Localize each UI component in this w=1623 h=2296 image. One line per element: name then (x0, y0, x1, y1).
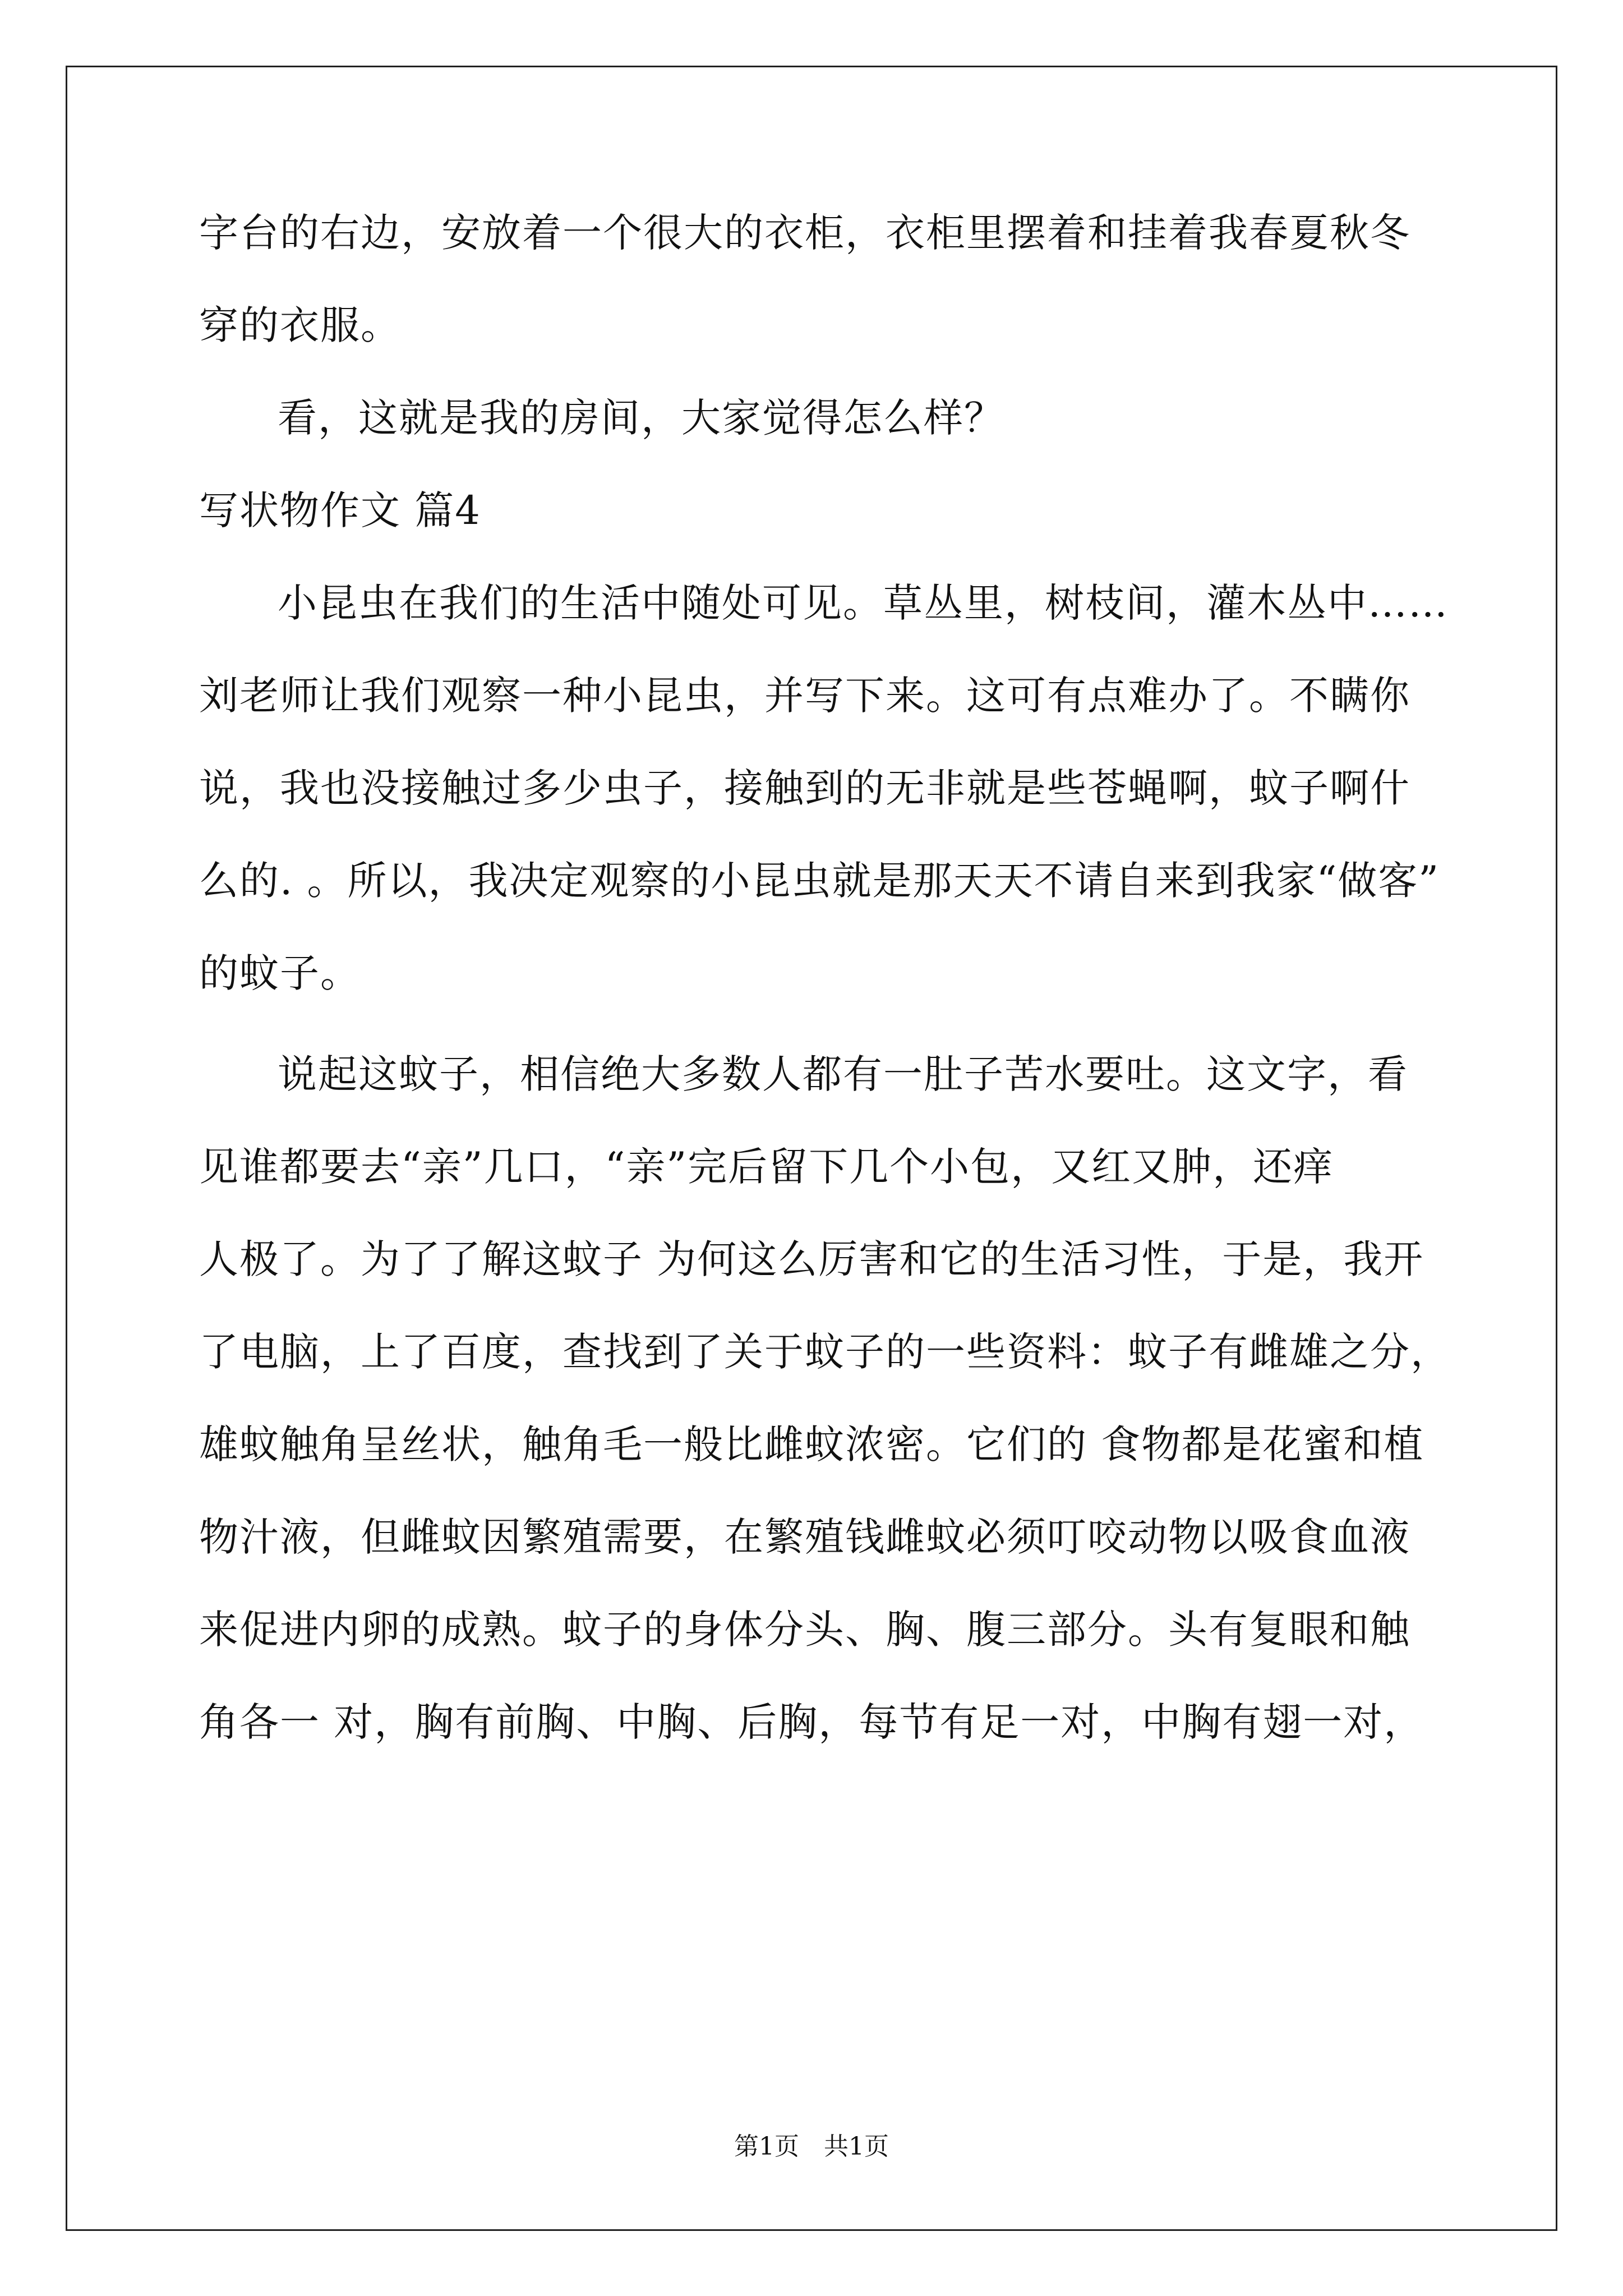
text-line: 穿的衣服。 (199, 302, 401, 348)
text-line: 字台的右边，安放着一个很大的衣柜，衣柜里摆着和挂着我春夏秋冬 (199, 210, 1410, 256)
text-line: 雄蚊触角呈丝状，触角毛一般比雌蚊浓密。它们的 食物都是花蜜和植 (199, 1421, 1424, 1467)
text-line: 来促进内卵的成熟。蚊子的身体分头、胸、腹三部分。头有复眼和触 (199, 1607, 1410, 1653)
text-line: 小昆虫在我们的生活中随处可见。草丛里，树枝间，灌木丛中…… (278, 580, 1449, 626)
page-footer: 第1页 共1页 (734, 2132, 889, 2161)
text-line: 说，我也没接触过多少虫子，接触到的无非就是些苍蝇啊，蚊子啊什 (199, 765, 1410, 811)
text-line: 刘老师让我们观察一种小昆虫，并写下来。这可有点难办了。不瞒你 (199, 673, 1410, 719)
text-line: 物汁液，但雌蚊因繁殖需要，在繁殖钱雌蚊必须叮咬动物以吸食血液 (199, 1514, 1410, 1560)
text-line: 的蚊子。 (199, 950, 361, 996)
section-heading: 写状物作文 篇4 (199, 487, 481, 533)
text-line: 了电脑，上了百度，查找到了关于蚊子的一些资料：蚊子有雌雄之分， (199, 1329, 1451, 1375)
text-line: 见谁都要去“亲”几口，“亲”完后留下几个小包，又红又肿，还痒 (199, 1144, 1334, 1190)
text-line: 角各一 对，胸有前胸、中胸、后胸，每节有足一对，中胸有翅一对， (199, 1699, 1424, 1745)
text-line: 人极了。为了了解这蚊子 为何这么厉害和它的生活习性，于是，我开 (199, 1236, 1424, 1282)
text-line: 看，这就是我的房间，大家觉得怎么样？ (278, 395, 1004, 441)
text-line: 么的. 。所以，我决定观察的小昆虫就是那天天不请自来到我家“做客” (199, 858, 1440, 904)
text-line: 说起这蚊子，相信绝大多数人都有一肚子苦水要吐。这文字，看 (278, 1051, 1408, 1097)
